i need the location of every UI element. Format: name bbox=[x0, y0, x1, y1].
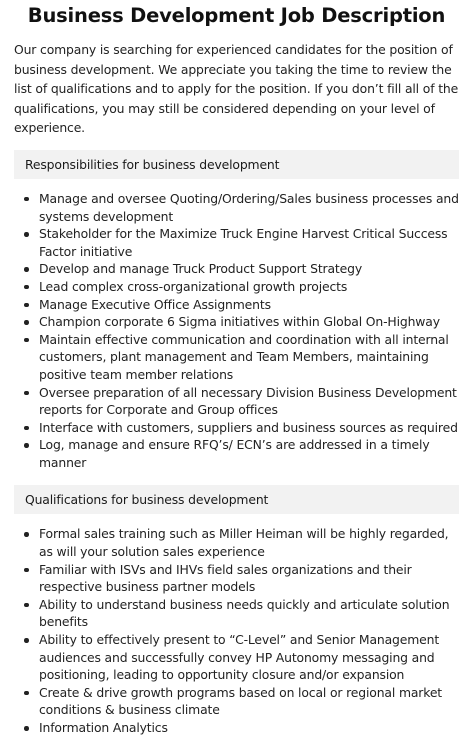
page-title: Business Development Job Description bbox=[27, 4, 446, 27]
list-item: Create & drive growth programs based on local or regional market conditions & business climate bbox=[39, 684, 459, 719]
list-item: Ability to effectively present to “C-Level” and Senior Management audiences and successfully convey HP Autonomy messaging and positioning, leading to opportunity closure and/or expansion bbox=[39, 631, 459, 684]
list-item: Stakeholder for the Maximize Truck Engine Harvest Critical Success Factor initiative bbox=[39, 225, 459, 260]
bullet-icon bbox=[24, 443, 29, 448]
bullet-icon bbox=[24, 338, 29, 343]
list-item: Interface with customers, suppliers and business sources as required bbox=[39, 419, 459, 437]
list-item: Maintain effective communication and coordination with all internal customers, plant management and Team Members, maintaining positive team member relations bbox=[39, 331, 459, 384]
list-item: Oversee preparation of all necessary Division Business Development reports for Corporate and Group offices bbox=[39, 384, 459, 419]
bullet-icon bbox=[24, 197, 29, 202]
bullet-icon bbox=[24, 303, 29, 308]
list-item: Manage Executive Office Assignments bbox=[39, 296, 459, 314]
bullet-icon bbox=[24, 320, 29, 325]
bullet-icon bbox=[24, 391, 29, 396]
responsibilities-list bbox=[14, 190, 459, 472]
list-item: Ability to understand business needs quickly and articulate solution benefits bbox=[39, 596, 459, 631]
bullet-icon bbox=[24, 568, 29, 573]
bullet-icon bbox=[24, 603, 29, 608]
list-item: Champion corporate 6 Sigma initiatives within Global On-Highway bbox=[39, 313, 459, 331]
qualifications-heading: Qualifications for business development bbox=[14, 485, 459, 514]
list-item: Log, manage and ensure RFQ’s/ ECN’s are addressed in a timely manner bbox=[39, 436, 459, 471]
list-item: Familiar with ISVs and IHVs field sales organizations and their respective business partner models bbox=[39, 561, 459, 596]
list-item: Formal sales training such as Miller Heiman will be highly regarded, as will your solution sales experience bbox=[39, 525, 459, 560]
qualifications-list bbox=[14, 525, 459, 736]
list-item: Lead complex cross-organizational growth projects bbox=[39, 278, 459, 296]
list-item: Develop and manage Truck Product Support Strategy bbox=[39, 260, 459, 278]
bullet-icon bbox=[24, 267, 29, 272]
list-item: Information Analytics bbox=[39, 719, 459, 737]
bullet-icon bbox=[24, 638, 29, 643]
responsibilities-heading: Responsibilities for business development bbox=[14, 150, 459, 179]
list-item: Manage and oversee Quoting/Ordering/Sales business processes and systems development bbox=[39, 190, 459, 225]
bullet-icon bbox=[24, 426, 29, 431]
bullet-icon bbox=[24, 285, 29, 290]
intro-paragraph: Our company is searching for experienced candidates for the position of business development. We appreciate you taking the time to review the list of qualifications and to apply for the position. If you don’t fill all of the qualifications, you may still be considered depending on your level of experience. bbox=[14, 42, 459, 136]
bullet-icon bbox=[24, 726, 29, 731]
bullet-icon bbox=[24, 232, 29, 237]
bullet-icon bbox=[24, 532, 29, 537]
